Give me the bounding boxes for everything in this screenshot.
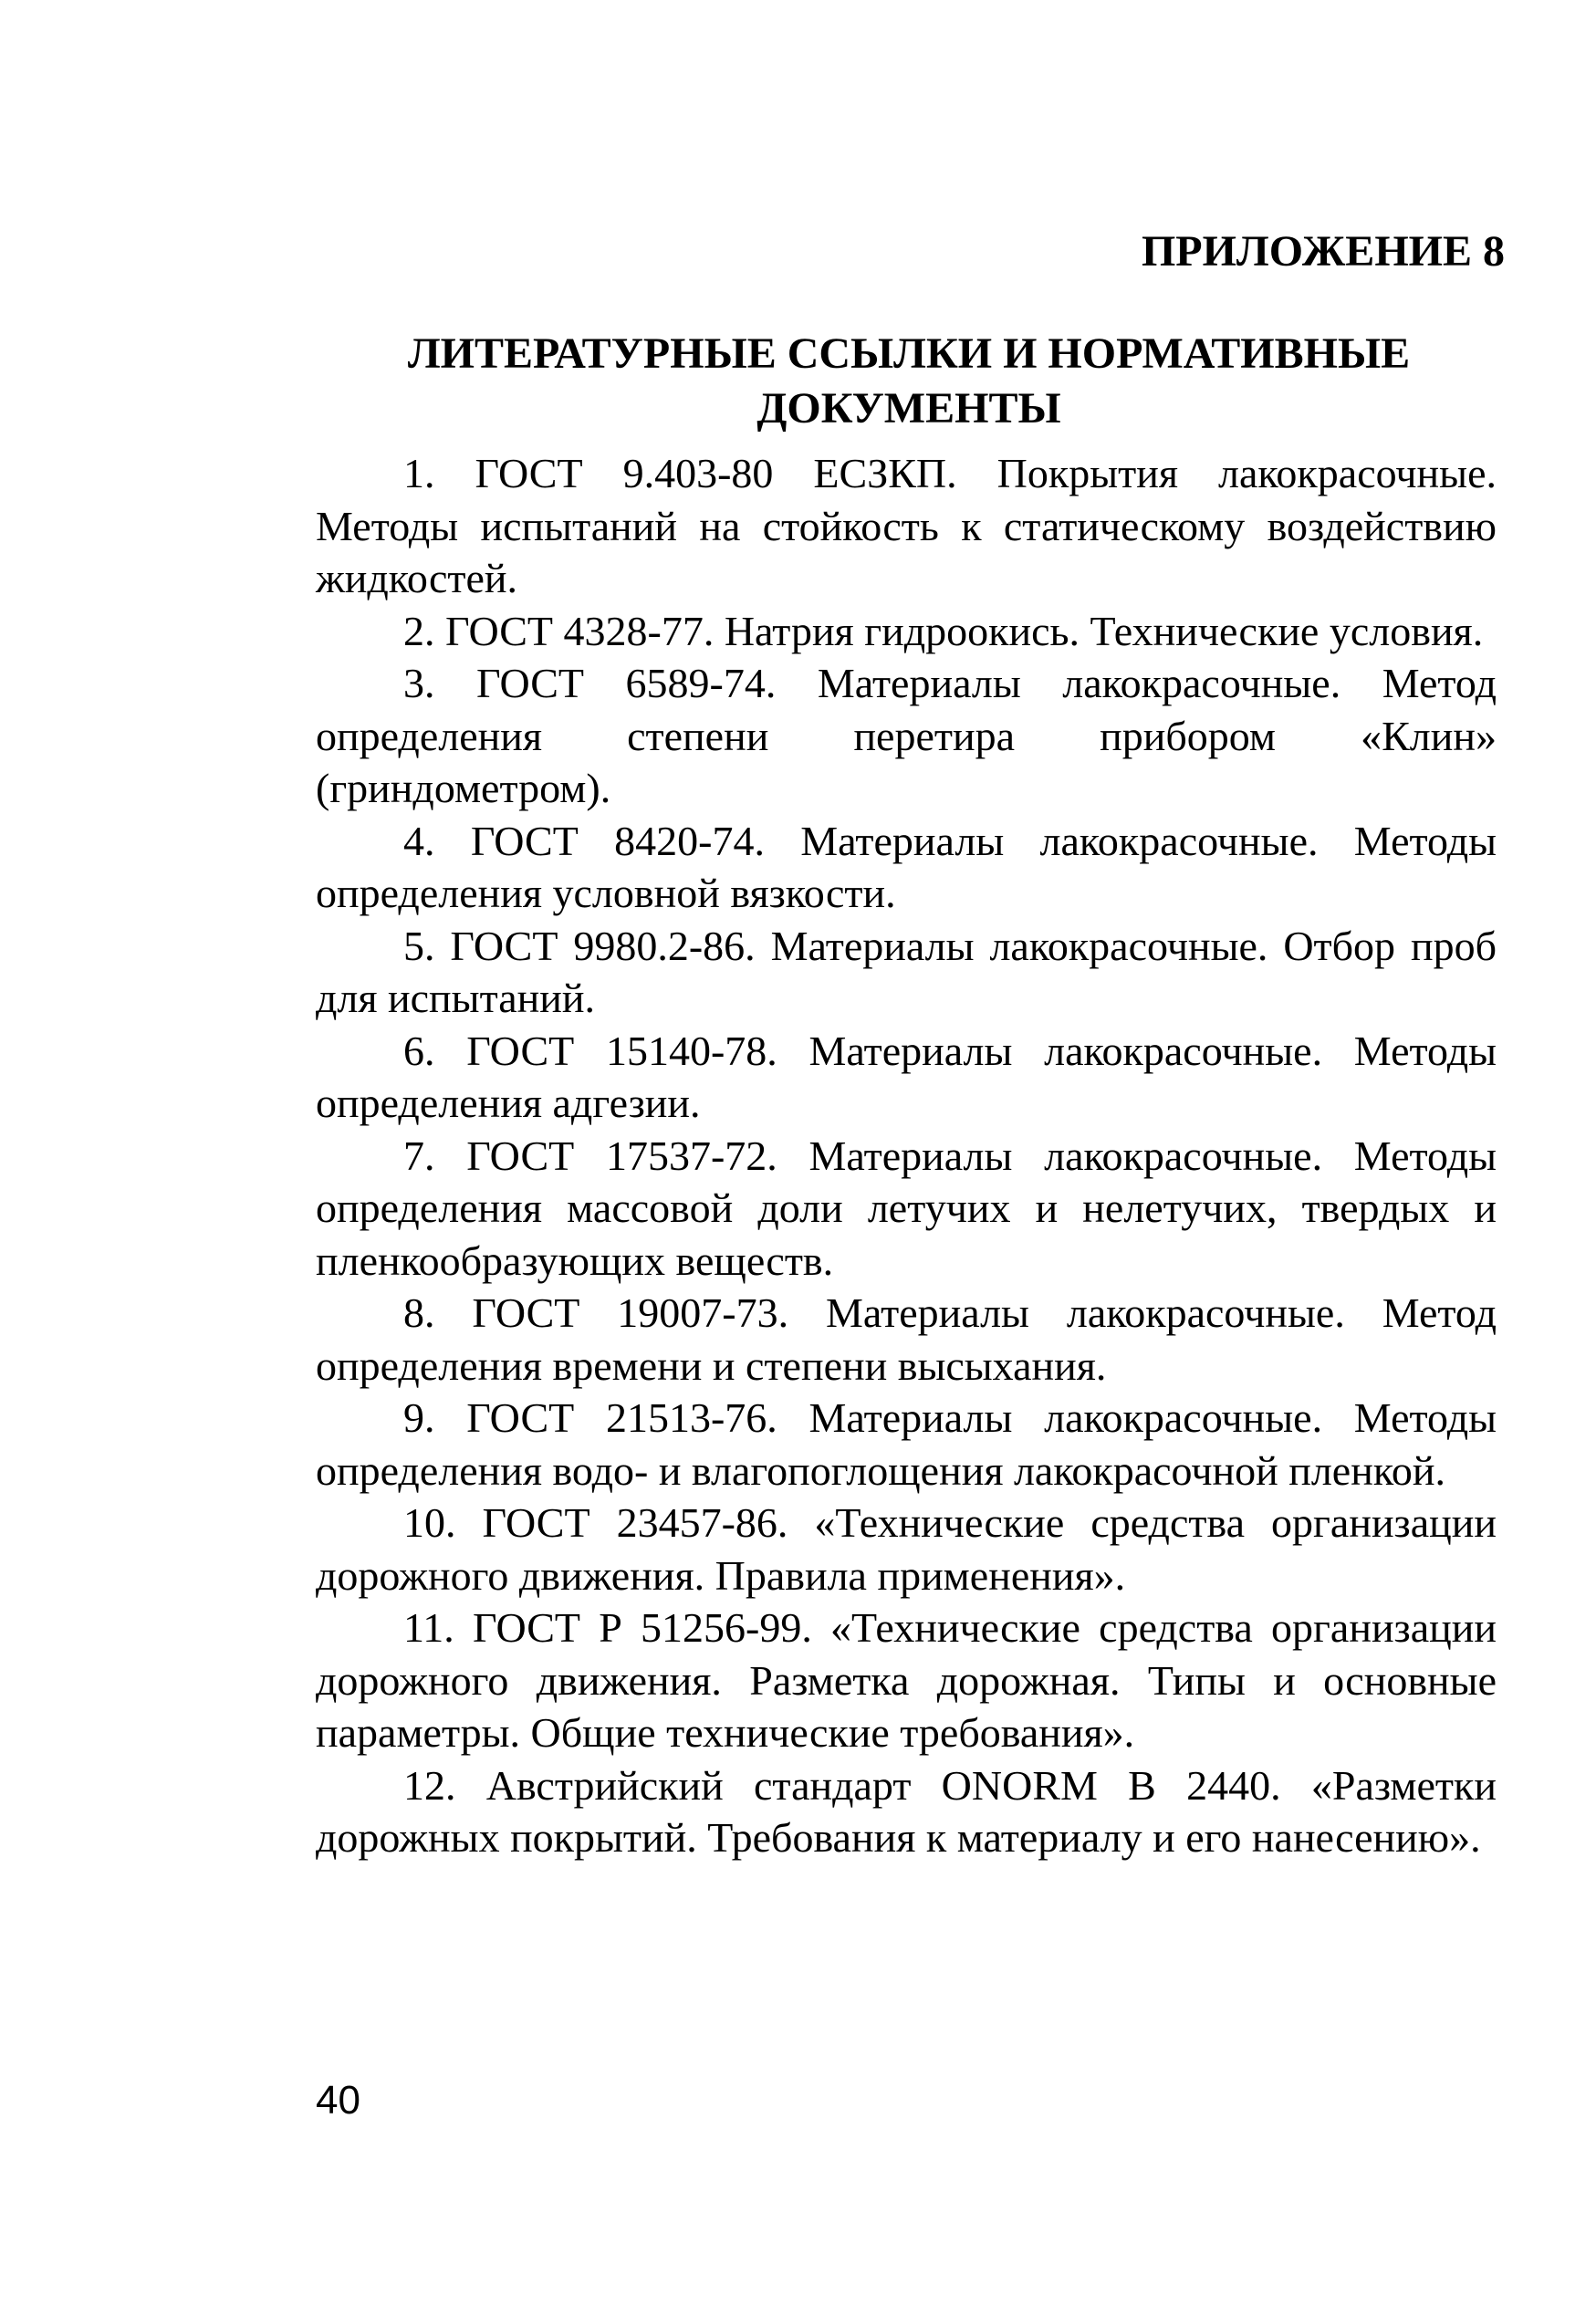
- reference-item: 7. ГОСТ 17537-72. Материалы лакокрасочные. Методы определения массовой доли летучих и нелетучих, твердых и пленкообразующих веществ.: [316, 1132, 1497, 1284]
- reference-item: 9. ГОСТ 21513-76. Материалы лакокрасочные. Методы определения водо- и влагопоглощения лакокрасочной пленкой.: [316, 1394, 1497, 1494]
- reference-item: 11. ГОСТ Р 51256-99. «Технические средства организации дорожного движения. Разметка дорожная. Типы и основные параметры. Общие технические требования».: [316, 1604, 1497, 1756]
- reference-item: 5. ГОСТ 9980.2-86. Материалы лакокрасочные. Отбор проб для испытаний.: [316, 922, 1497, 1021]
- reference-item: 8. ГОСТ 19007-73. Материалы лакокрасочные. Метод определения времени и степени высыхания.: [316, 1289, 1497, 1389]
- reference-item: 10. ГОСТ 23457-86. «Технические средства организации дорожного движения. Правила применения».: [316, 1499, 1497, 1599]
- reference-item: 4. ГОСТ 8420-74. Материалы лакокрасочные. Методы определения условной вязкости.: [316, 817, 1497, 916]
- reference-item: 3. ГОСТ 6589-74. Материалы лакокрасочные. Метод определения степени перетира прибором «Клин» (гриндометром).: [316, 660, 1497, 811]
- title-line-1: ЛИТЕРАТУРНЫЕ ССЫЛКИ И НОРМАТИВНЫЕ: [407, 329, 1411, 378]
- reference-item: 2. ГОСТ 4328-77. Натрия гидроокись. Технические условия.: [403, 607, 1484, 654]
- appendix-label: ПРИЛОЖЕНИЕ 8: [1141, 227, 1505, 276]
- reference-item: 12. Австрийский стандарт ONORM В 2440. «Разметки дорожных покрытий. Требования к материалу и его нанесению».: [316, 1761, 1497, 1861]
- reference-item: 1. ГОСТ 9.403-80 ЕСЗКП. Покрытия лакокрасочные. Методы испытаний на стойкость к статическому воздействию жидкостей.: [316, 450, 1497, 601]
- reference-item: 6. ГОСТ 15140-78. Материалы лакокрасочные. Методы определения адгезии.: [316, 1027, 1497, 1126]
- title-line-2: ДОКУМЕНТЫ: [756, 384, 1061, 433]
- page-number: 40: [316, 2078, 360, 2123]
- references-list: [316, 447, 1497, 1864]
- page-title: [316, 327, 1502, 436]
